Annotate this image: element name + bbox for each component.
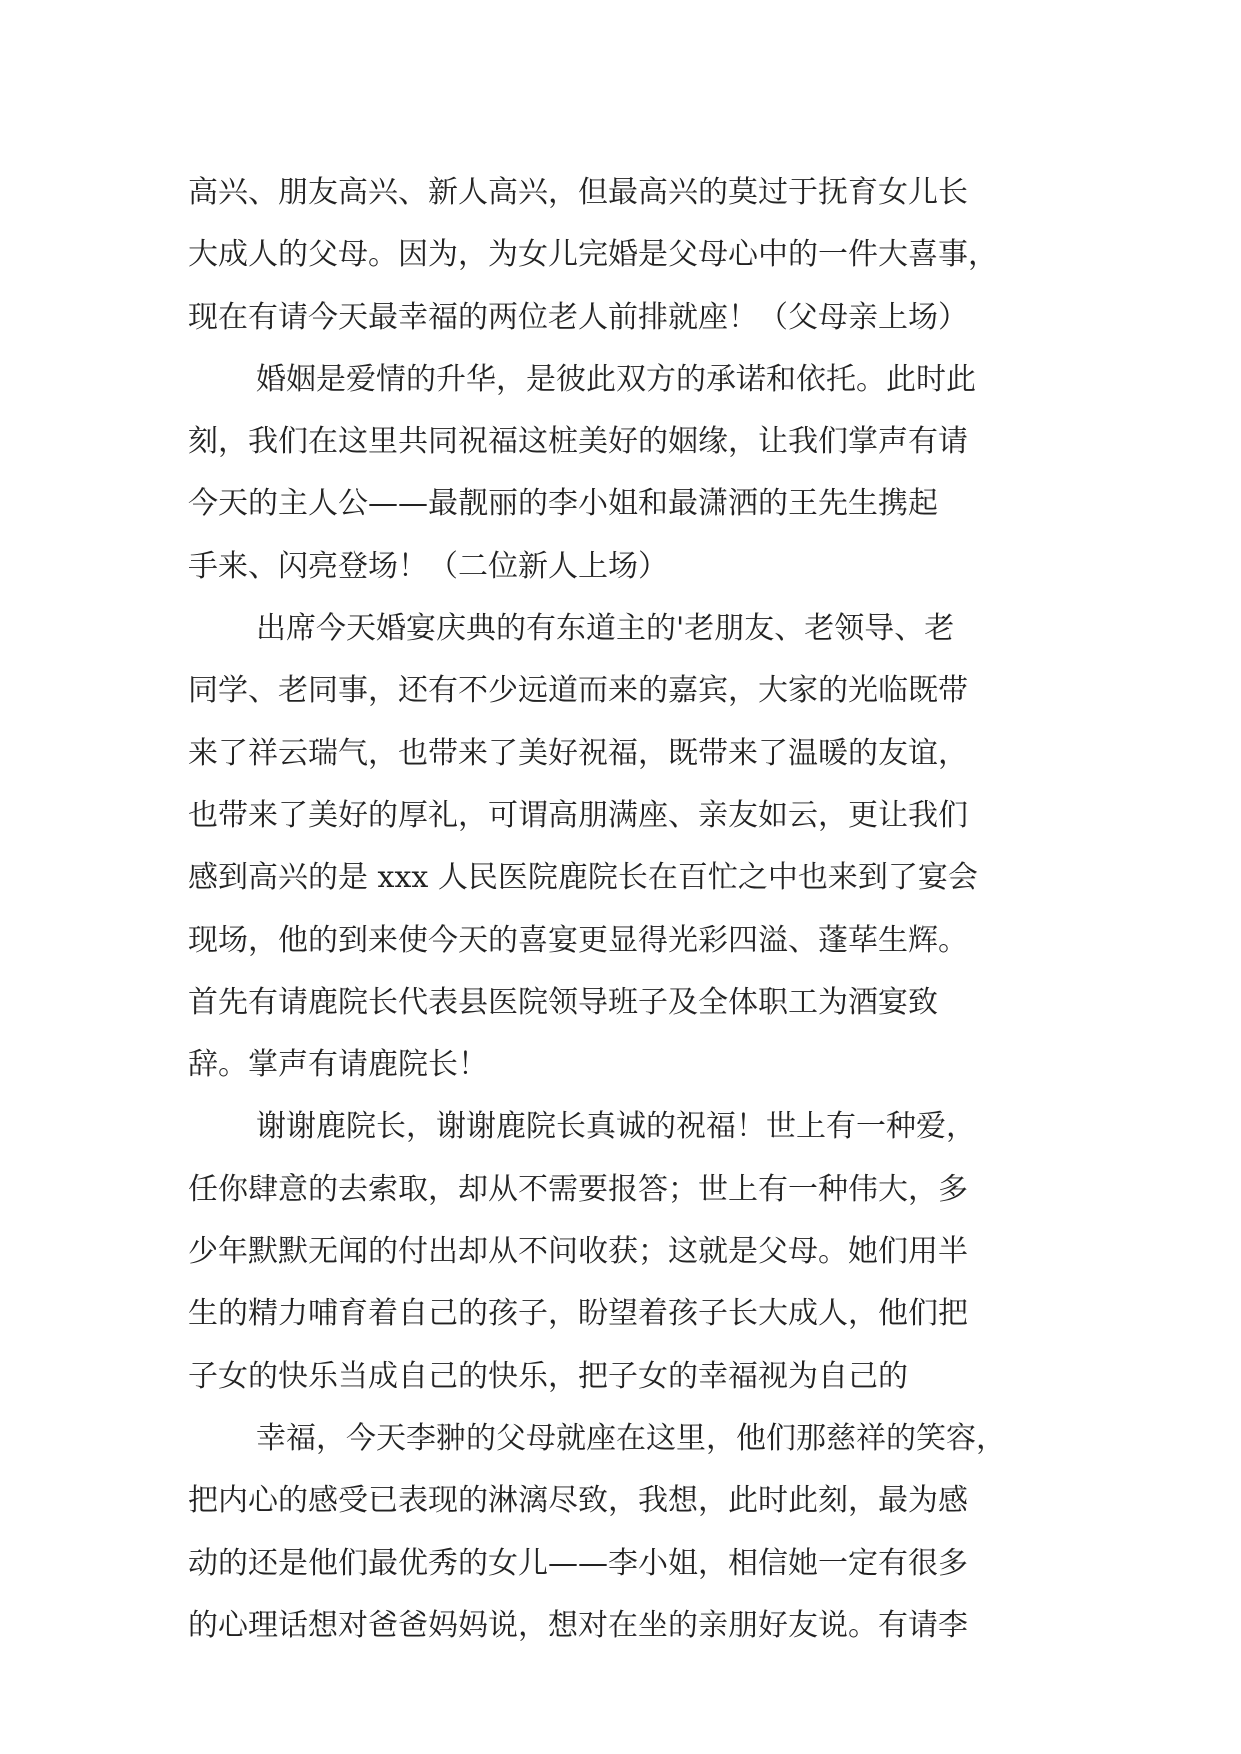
text-line: 辞。掌声有请鹿院长！ (188, 1047, 488, 1083)
text-line: 大成人的父母。因为，为女儿完婚是父母心中的一件大喜事， (188, 237, 998, 273)
text-line: 手来、闪亮登场！（二位新人上场） (188, 548, 668, 584)
text-line: 子女的快乐当成自己的快乐，把子女的幸福视为自己的 (188, 1358, 908, 1394)
text-line: 任你肆意的去索取，却从不需要报答；世上有一种伟大，多 (188, 1171, 968, 1207)
paragraph (188, 598, 1068, 1096)
paragraph (188, 1408, 1068, 1657)
text-line: 出席今天婚宴庆典的有东道主的'老朋友、老领导、老 (256, 611, 955, 647)
text-line: 也带来了美好的厚礼，可谓高朋满座、亲友如云，更让我们 (188, 797, 968, 833)
text-line: 今天的主人公——最靓丽的李小姐和最潇洒的王先生携起 (188, 486, 938, 522)
text-line: 幸福，今天李翀的父母就座在这里，他们那慈祥的笑容， (256, 1420, 1006, 1456)
text-line: 的心理话想对爸爸妈妈说，想对在坐的亲朋好友说。有请李 (188, 1607, 968, 1643)
text-line: 同学、老同事，还有不少远道而来的嘉宾，大家的光临既带 (188, 673, 968, 709)
paragraph (188, 1096, 1068, 1407)
paragraph (188, 349, 1068, 598)
body-text (188, 162, 1068, 1657)
text-line: 现场，他的到来使今天的喜宴更显得光彩四溢、蓬荜生辉。 (188, 922, 968, 958)
text-line: 谢谢鹿院长，谢谢鹿院长真诚的祝福！世上有一种爱， (256, 1109, 976, 1145)
text-line: 婚姻是爱情的升华，是彼此双方的承诺和依托。此时此 (256, 361, 976, 397)
text-line: 生的精力哺育着自己的孩子，盼望着孩子长大成人，他们把 (188, 1296, 968, 1332)
text-line: 高兴、朋友高兴、新人高兴，但最高兴的莫过于抚育女儿长 (188, 175, 968, 210)
text-line: 刻，我们在这里共同祝福这桩美好的姻缘，让我们掌声有请 (188, 424, 968, 460)
text-line: 少年默默无闻的付出却从不问收获；这就是父母。她们用半 (188, 1234, 968, 1270)
text-line: 来了祥云瑞气，也带来了美好祝福，既带来了温暖的友谊， (188, 735, 968, 771)
paragraph (188, 162, 1068, 349)
text-line: 把内心的感受已表现的淋漓尽致，我想，此时此刻，最为感 (188, 1483, 968, 1519)
text-line: 现在有请今天最幸福的两位老人前排就座！（父母亲上场） (188, 299, 968, 335)
text-line: 感到高兴的是 xxx 人民医院鹿院长在百忙之中也来到了宴会 (188, 860, 978, 896)
text-line: 首先有请鹿院长代表县医院领导班子及全体职工为酒宴致 (188, 984, 938, 1020)
text-line: 动的还是他们最优秀的女儿——李小姐，相信她一定有很多 (188, 1545, 968, 1581)
